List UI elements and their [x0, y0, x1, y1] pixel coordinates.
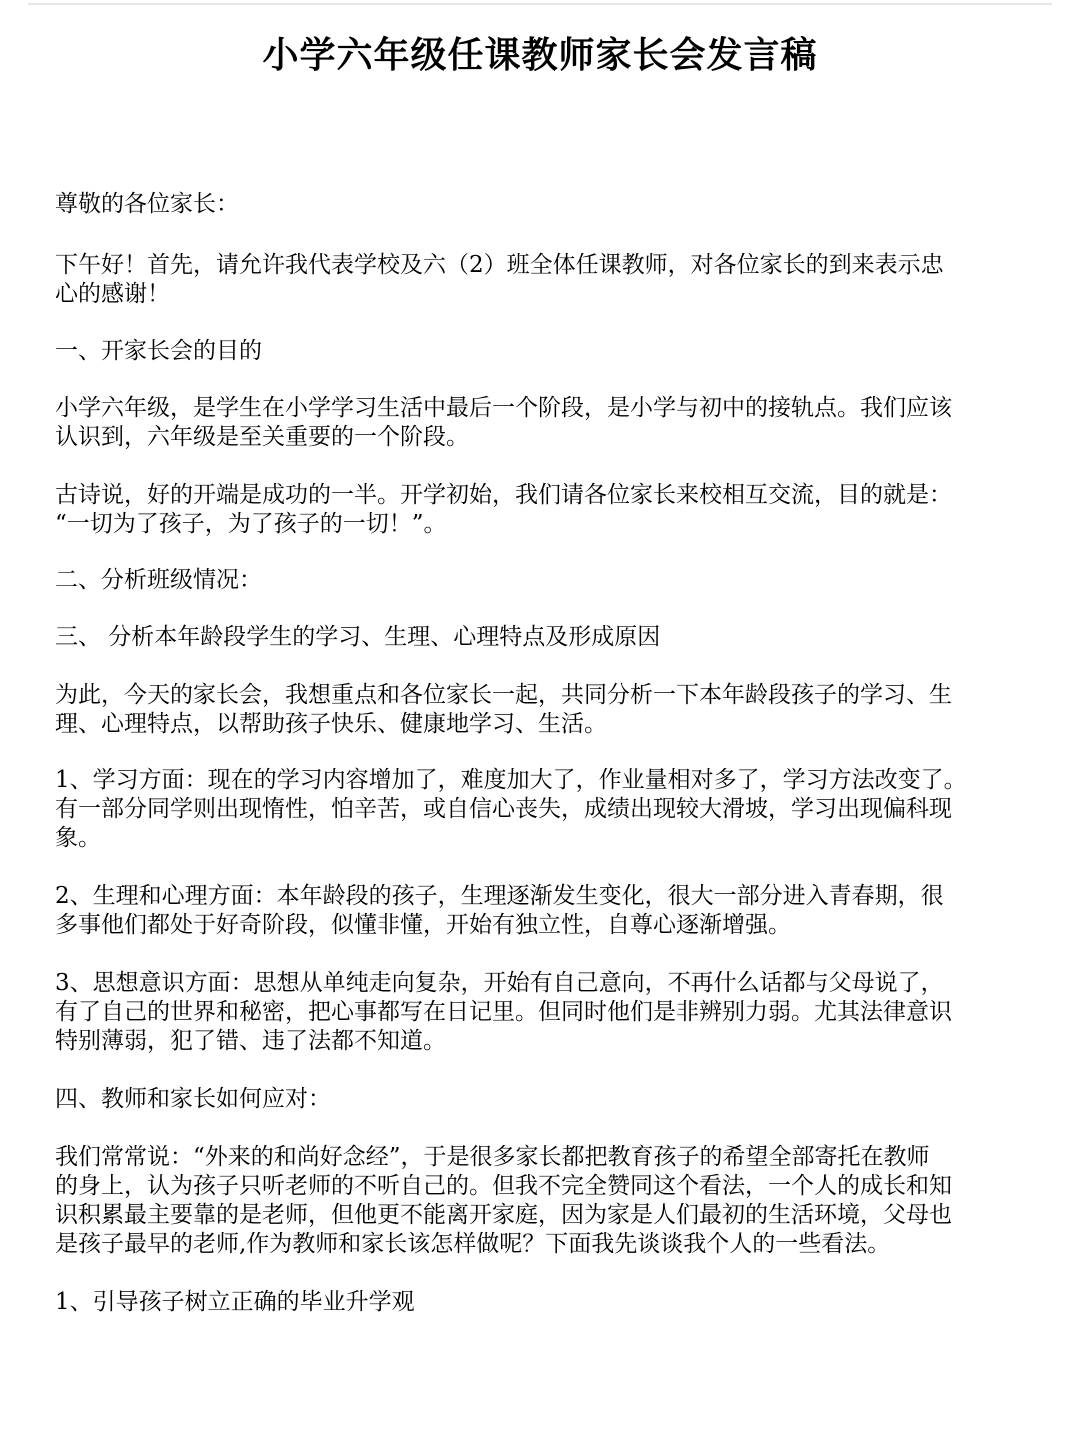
paragraph-grade-six — [55, 394, 1030, 452]
text-line: 小学六年级，是学生在小学学习生活中最后一个阶段，是小学与初中的接轨点。我们应该 — [55, 395, 952, 421]
text-line: 多事他们都处于好奇阶段，似懂非懂，开始有独立性，自尊心逐渐增强。 — [55, 912, 791, 938]
text-line: 为此，今天的家长会，我想重点和各位家长一起，共同分析一下本年龄段孩子的学习、生 — [55, 682, 952, 708]
paragraph-response — [55, 1143, 1030, 1259]
paragraph-thinking-aspect — [55, 969, 1030, 1056]
paragraph-physiology-aspect — [55, 882, 1030, 940]
text-line: 尊敬的各位家长： — [55, 191, 239, 217]
text-line: 二、分析班级情况： — [55, 567, 262, 593]
text-line: “一切为了孩子，为了孩子的一切！”。 — [55, 511, 447, 537]
text-line: 我们常常说：“外来的和尚好念经”，于是很多家长都把教育孩子的希望全部寄托在教师 — [55, 1144, 930, 1170]
text-line: 认识到，六年级是至关重要的一个阶段。 — [55, 424, 469, 450]
section-heading-2 — [55, 566, 1030, 595]
text-line: 2、生理和心理方面：本年龄段的孩子，生理逐渐发生变化，很大一部分进入青春期，很 — [55, 883, 944, 909]
text-line: 三、 分析本年龄段学生的学习、生理、心理特点及形成原因 — [55, 624, 661, 650]
text-line: 是孩子最早的老师,作为教师和家长该怎样做呢？下面我先谈谈我个人的一些看法。 — [55, 1231, 891, 1257]
text-line: 古诗说，好的开端是成功的一半。开学初始，我们请各位家长来校相互交流，目的就是： — [55, 482, 952, 508]
text-line: 1、学习方面：现在的学习内容增加了，难度加大了，作业量相对多了，学习方法改变了。 — [55, 767, 967, 793]
text-line: 识积累最主要靠的是老师，但他更不能离开家庭，因为家是人们最初的生活环境，父母也 — [55, 1202, 952, 1228]
text-line: 特别薄弱，犯了错、违了法都不知道。 — [55, 1028, 446, 1054]
section-heading-3 — [55, 623, 1030, 652]
text-line: 的身上，认为孩子只听老师的不听自己的。但我不完全赞同这个看法，一个人的成长和知 — [55, 1173, 952, 1199]
top-divider — [28, 3, 1052, 5]
text-line: 有一部分同学则出现惰性，怕辛苦，或自信心丧失，成绩出现较大滑坡，学习出现偏科现 — [55, 796, 952, 822]
text-line: 3、思想意识方面：思想从单纯走向复杂，开始有自己意向，不再什么话都与父母说了， — [55, 970, 944, 996]
text-line: 下午好！首先，请允许我代表学校及六（2）班全体任课教师，对各位家长的到来表示忠 — [55, 252, 944, 278]
text-line: 象。 — [55, 825, 101, 851]
paragraph-analysis-intro — [55, 681, 1030, 739]
text-line: 有了自己的世界和秘密，把心事都写在日记里。但同时他们是非辨别力弱。尤其法律意识 — [55, 999, 952, 1025]
paragraph-study-aspect — [55, 766, 1030, 853]
paragraph-good-start — [55, 481, 1030, 539]
text-line: 四、教师和家长如何应对： — [55, 1086, 331, 1112]
document-title: 小学六年级任课教师家长会发言稿 — [262, 35, 818, 76]
text-line: 心的感谢！ — [55, 281, 170, 307]
salutation — [55, 190, 1030, 219]
paragraph-greeting — [55, 251, 1030, 309]
section-heading-1 — [55, 337, 1030, 366]
text-line: 一、开家长会的目的 — [55, 338, 262, 364]
text-line: 理、心理特点，以帮助孩子快乐、健康地学习、生活。 — [55, 711, 607, 737]
section-heading-4 — [55, 1085, 1030, 1114]
subsection-heading-1 — [55, 1288, 1030, 1317]
text-line: 1、引导孩子树立正确的毕业升学观 — [55, 1289, 415, 1315]
